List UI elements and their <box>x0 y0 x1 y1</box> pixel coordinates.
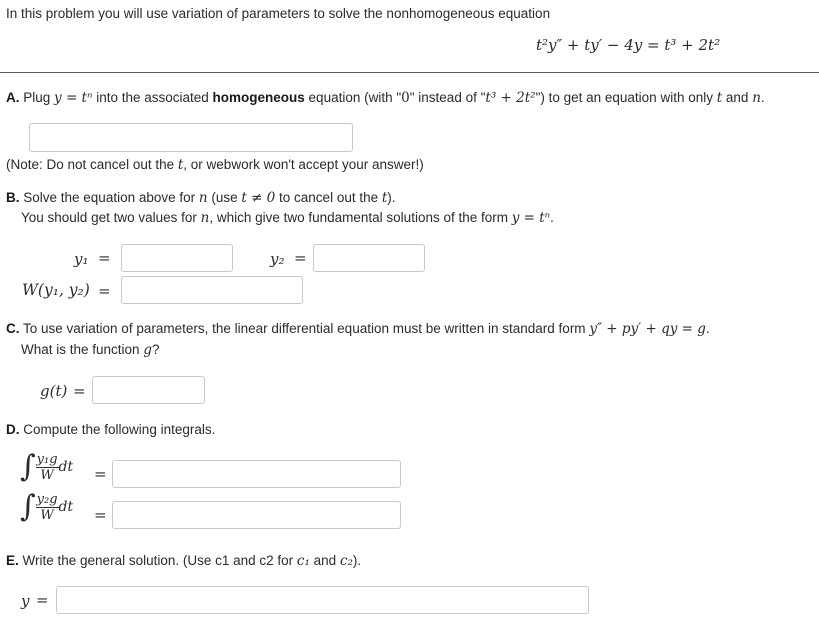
note-text <box>6 157 424 173</box>
part-a-math: y = tⁿ <box>54 90 93 106</box>
intro-text: In this problem you will use variation of parameters to solve the nonhomogeneous equation <box>6 6 551 21</box>
y1-label: y₁ <box>74 250 89 268</box>
part-a-text: equation (with " <box>304 90 402 105</box>
integral-1-denominator: W <box>40 467 54 483</box>
part-a-text: Plug <box>19 90 55 105</box>
part-a-text: and <box>722 90 753 105</box>
part-e-text: and <box>309 553 340 568</box>
part-a-letter: A. <box>6 90 20 105</box>
note-text-part: , or webwork won't accept your answer!) <box>183 157 424 172</box>
note-math: t <box>177 157 184 173</box>
g-input[interactable] <box>92 376 205 404</box>
part-c-text: To use variation of parameters, the linear differential equation must be written in standard form <box>19 321 590 336</box>
integral-2-numerator: y₂g <box>36 491 58 507</box>
part-c-letter: C. <box>6 321 20 336</box>
y2-label: y₂ <box>270 250 285 268</box>
integral-1-numerator: y₁g <box>36 451 58 467</box>
part-a-math: t <box>716 90 723 106</box>
part-a-text: ") to get an equation with only <box>535 90 717 105</box>
part-a-text: " instead of " <box>409 90 486 105</box>
wronskian-input[interactable] <box>121 276 303 304</box>
integral-sign: ∫ <box>20 449 36 484</box>
part-b-text: to cancel out the <box>275 190 382 205</box>
part-e-text: ). <box>352 553 362 568</box>
part-b-text: ). <box>387 190 396 205</box>
integral-1-input[interactable] <box>112 460 401 488</box>
part-e-math: c₂ <box>339 553 353 569</box>
part-c-line2 <box>21 342 159 358</box>
main-equation: t²y″ + ty′ − 4y = t³ + 2t² <box>536 36 721 54</box>
integral-2-dt: dt <box>58 499 74 515</box>
g-label: g(t) <box>40 382 68 400</box>
general-solution-label: y <box>21 592 30 610</box>
part-b-math: n <box>200 210 210 226</box>
part-a-text: . <box>760 90 765 105</box>
integral-2-fraction <box>36 493 59 522</box>
part-a-bold: homogeneous <box>212 90 305 105</box>
part-a-math: 0 <box>401 90 410 106</box>
integral-2-denominator: W <box>40 507 54 523</box>
part-e-text: Write the general solution. (Use c1 and c2 for <box>18 553 297 568</box>
part-d-letter: D. <box>6 422 20 437</box>
part-c-text: ? <box>151 342 160 357</box>
part-a-text: into the associated <box>92 90 213 105</box>
part-b-text: . <box>550 210 554 225</box>
part-d-text: Compute the following integrals. <box>19 422 216 437</box>
part-d-prompt <box>6 422 215 437</box>
part-b-letter: B. <box>6 190 20 205</box>
part-b-math: t <box>381 190 388 206</box>
y1-input[interactable] <box>121 244 233 272</box>
equals-sign: = <box>98 249 111 267</box>
part-b-prompt <box>6 190 396 206</box>
part-b-text: Solve the equation above for <box>19 190 199 205</box>
part-c-text: . <box>705 321 710 336</box>
wronskian-label: W(y₁, y₂) <box>22 281 90 299</box>
general-solution-input[interactable] <box>56 586 589 614</box>
integral-1-dt: dt <box>58 459 74 475</box>
part-b-math: n <box>198 190 208 206</box>
integral-2-input[interactable] <box>112 501 401 529</box>
part-e-math: c₁ <box>296 553 310 569</box>
integral-sign: ∫ <box>20 489 36 524</box>
part-b-text: You should get two values for <box>21 210 201 225</box>
part-c-text: What is the function <box>21 342 144 357</box>
integral-2 <box>20 489 74 524</box>
divider <box>0 72 819 73</box>
equals-sign: = <box>98 282 111 300</box>
equals-sign: = <box>94 506 107 524</box>
homogeneous-equation-input[interactable] <box>29 123 353 152</box>
part-e-prompt <box>6 553 361 569</box>
part-b-line2 <box>21 210 554 226</box>
equals-sign: = <box>94 465 107 483</box>
equals-sign: = <box>73 382 86 400</box>
part-b-text: (use <box>207 190 242 205</box>
part-b-text: , which give two fundamental solutions of the form <box>209 210 512 225</box>
part-c-math: g <box>143 342 152 358</box>
note-text-part: (Note: Do not cancel out the <box>6 157 178 172</box>
integral-1 <box>20 449 74 484</box>
equals-sign: = <box>294 249 307 267</box>
part-a-math: n <box>752 90 761 106</box>
y2-input[interactable] <box>313 244 425 272</box>
part-b-math: y = tⁿ <box>511 210 551 226</box>
part-b-math: t ≠ 0 <box>241 190 276 206</box>
part-c-prompt <box>6 321 710 337</box>
integral-1-fraction <box>36 453 59 482</box>
part-c-math: y″ + py′ + qy = g <box>589 321 706 337</box>
part-a-math: t³ + 2t² <box>485 90 536 106</box>
part-a-prompt <box>6 90 765 106</box>
part-e-letter: E. <box>6 553 19 568</box>
equals-sign: = <box>36 591 49 609</box>
